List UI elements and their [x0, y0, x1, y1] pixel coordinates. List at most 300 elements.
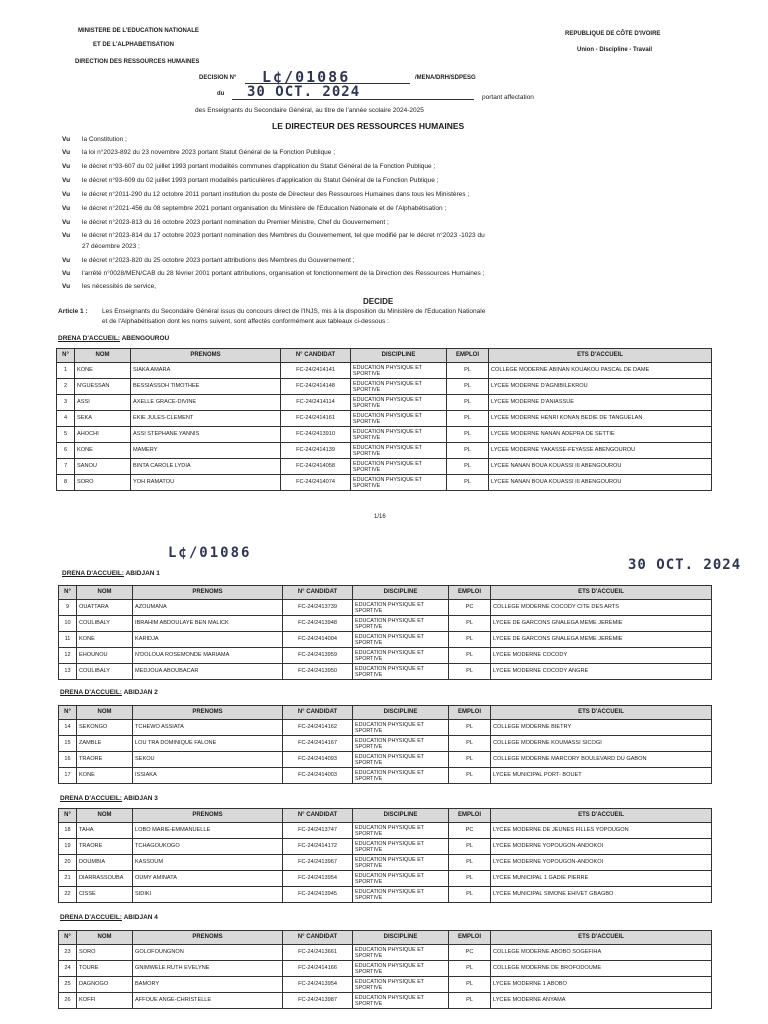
- cell-number: 24: [59, 961, 77, 977]
- cell-emploi: PL: [447, 443, 489, 459]
- cell-ets: LYCEE MODERNE YAKASSE-FEYASSE ABENGOUROU: [489, 443, 712, 459]
- cell-nom: COULIBALY: [77, 616, 133, 632]
- cell-emploi: PL: [449, 632, 491, 648]
- table-row: [57, 443, 712, 459]
- cell-discipline: EDUCATION PHYSIQUE ET SPORTIVE: [353, 855, 449, 871]
- cell-nom: CISSE: [77, 887, 133, 903]
- cell-ets: COLLEGE MODERNE KOUMASSI SICOGI: [491, 736, 712, 752]
- table-header-row: [57, 349, 712, 363]
- cell-candidat: FC-24/2413967: [283, 855, 353, 871]
- cell-emploi: PL: [449, 752, 491, 768]
- cell-prenoms: SIAKA AMARA: [131, 363, 281, 379]
- national-motto: Union - Discipline - Travail: [577, 47, 653, 53]
- cell-prenoms: KASSOUM: [133, 855, 283, 871]
- cell-prenoms: SEKOU: [133, 752, 283, 768]
- cell-discipline: EDUCATION PHYSIQUE ET SPORTIVE: [353, 720, 449, 736]
- decision-title: LE DIRECTEUR DES RESSOURCES HUMAINES: [272, 121, 465, 131]
- decision-number-stamp: L¢/01086: [262, 68, 351, 86]
- drena-label: DRENA D'ACCUEIL:: [62, 570, 124, 577]
- cell-candidat: FC-24/2413954: [283, 977, 353, 993]
- cell-prenoms: AFFOUE ANGE-CHRISTELLE: [133, 993, 283, 1009]
- cell-discipline: EDUCATION PHYSIQUE ET SPORTIVE: [353, 839, 449, 855]
- table-row: [57, 427, 712, 443]
- cell-discipline: EDUCATION PHYSIQUE ET SPORTIVE: [353, 616, 449, 632]
- consideration-item: le décret n°2023-814 du 17 octobre 2023 portant nomination des Membres du Gouvernement, tel que modifié par le décret n°2023 -1023 du: [82, 232, 485, 239]
- col-number-header: N°: [59, 809, 77, 823]
- col-prenoms-header: PRENOMS: [133, 586, 283, 600]
- cell-number: 9: [59, 600, 77, 616]
- cell-nom: DOUMBIA: [77, 855, 133, 871]
- cell-ets: LYCEE MODERNE D'AGNIBILEKROU: [489, 379, 712, 395]
- cell-emploi: PL: [449, 855, 491, 871]
- table-header-row: [59, 809, 712, 823]
- cell-number: 14: [59, 720, 77, 736]
- col-nom-header: NOM: [77, 809, 133, 823]
- cell-emploi: PL: [449, 616, 491, 632]
- cell-candidat: FC-24/2413959: [283, 648, 353, 664]
- cell-emploi: PL: [449, 720, 491, 736]
- cell-emploi: PL: [449, 664, 491, 680]
- cell-number: 2: [57, 379, 75, 395]
- ministry-line1: MINISTERE DE L'EDUCATION NATIONALE: [78, 28, 199, 34]
- cell-candidat: FC-24/2413950: [283, 664, 353, 680]
- cell-number: 8: [57, 475, 75, 491]
- col-discipline-header: DISCIPLINE: [353, 706, 449, 720]
- col-nom-header: NOM: [77, 586, 133, 600]
- col-emploi-header: EMPLOI: [449, 706, 491, 720]
- cell-candidat: FC-24/2414162: [283, 720, 353, 736]
- cell-emploi: PL: [447, 363, 489, 379]
- cell-discipline: EDUCATION PHYSIQUE ET SPORTIVE: [351, 363, 447, 379]
- cell-ets: COLLEGE MODERNE MARCORY BOULEVARD DU GABON: [491, 752, 712, 768]
- cell-discipline: EDUCATION PHYSIQUE ET SPORTIVE: [351, 379, 447, 395]
- col-ets-header: ETS D'ACCUEIL: [491, 809, 712, 823]
- drena-name: ABIDJAN 3: [123, 795, 158, 802]
- drena-label: DRENA D'ACCUEIL:: [60, 795, 122, 802]
- table-row: [59, 855, 712, 871]
- cell-candidat: FC-24/2414161: [281, 411, 351, 427]
- article-label: Article 1 :: [58, 308, 88, 315]
- cell-ets: LYCEE MODERNE HENRI KONAN BEDIE DE TANGUELAN: [489, 411, 712, 427]
- cell-number: 10: [59, 616, 77, 632]
- cell-discipline: EDUCATION PHYSIQUE ET SPORTIVE: [353, 768, 449, 784]
- col-number-header: N°: [59, 706, 77, 720]
- cell-ets: LYCEE NANAN BOUA KOUASSI III ABENGOUROU: [489, 459, 712, 475]
- col-nom-header: NOM: [77, 931, 133, 945]
- cell-nom: DIARRASSOUBA: [77, 871, 133, 887]
- cell-nom: SEKA: [75, 411, 131, 427]
- table-header-row: [59, 706, 712, 720]
- consideration-item: le décret n°2021-456 du 08 septembre 2021 portant organisation du Ministère de l'Education Nationale et de l'Alphabétisation ;: [82, 205, 447, 212]
- table-row: [59, 839, 712, 855]
- cell-ets: LYCEE DE GARCONS GNALEGA MEME JEREMIE: [491, 632, 712, 648]
- cell-prenoms: LOBO MARIE-EMMANUELLE: [133, 823, 283, 839]
- col-prenoms-header: PRENOMS: [133, 809, 283, 823]
- cell-candidat: FC-24/2413747: [283, 823, 353, 839]
- cell-nom: KONE: [75, 443, 131, 459]
- table-row: [59, 616, 712, 632]
- vu-marker: Vu: [62, 257, 71, 264]
- cell-discipline: EDUCATION PHYSIQUE ET SPORTIVE: [353, 752, 449, 768]
- cell-number: 20: [59, 855, 77, 871]
- cell-ets: LYCEE MUNICIPAL SIMONE EHIVET GBAGBO: [491, 887, 712, 903]
- table-row: [59, 664, 712, 680]
- consideration-item: l'arrêté n°0028/MEN/CAB du 28 février 2001 portant attributions, organisation et fonctionnement de la Direction des Ressources Humaines ;: [82, 270, 485, 277]
- table-header-row: [59, 586, 712, 600]
- vu-marker: Vu: [62, 270, 71, 277]
- cell-ets: LYCEE MODERNE COCODY: [491, 648, 712, 664]
- drena-name: ABIDJAN 1: [125, 570, 160, 577]
- cell-ets: LYCEE MODERNE YOPOUGON-ANDOKOI: [491, 855, 712, 871]
- table-row: [57, 411, 712, 427]
- republic-name: REPUBLIQUE DE CÔTE D'IVOIRE: [565, 31, 661, 37]
- cell-ets: LYCEE MODERNE D'ANIASSUE: [489, 395, 712, 411]
- drena-heading: [58, 335, 169, 342]
- cell-number: 6: [57, 443, 75, 459]
- cell-discipline: EDUCATION PHYSIQUE ET SPORTIVE: [353, 871, 449, 887]
- cell-discipline: EDUCATION PHYSIQUE ET SPORTIVE: [353, 945, 449, 961]
- decision-subtitle: des Enseignants du Secondaire Général, au titre de l'année scolaire 2024-2025: [195, 107, 424, 114]
- cell-prenoms: N'DOLOUA ROSEMONDE MARIAMA: [133, 648, 283, 664]
- col-candidat-header: N° CANDIDAT: [283, 931, 353, 945]
- cell-nom: TAHA: [77, 823, 133, 839]
- col-ets-header: ETS D'ACCUEIL: [491, 931, 712, 945]
- assignment-table-abidjan-4: [58, 930, 712, 1009]
- date-stamp: 30 OCT. 2024: [247, 84, 361, 100]
- table-row: [59, 752, 712, 768]
- cell-emploi: PC: [449, 600, 491, 616]
- cell-prenoms: AZOUMANA: [133, 600, 283, 616]
- assignment-table-abengourou: [56, 348, 712, 491]
- cell-number: 26: [59, 993, 77, 1009]
- consideration-item: les nécessités de service,: [82, 283, 157, 290]
- cell-ets: LYCEE MUNICIPAL PORT- BOUET: [491, 768, 712, 784]
- cell-emploi: PL: [447, 475, 489, 491]
- cell-emploi: PC: [449, 823, 491, 839]
- cell-candidat: FC-24/2414141: [281, 363, 351, 379]
- cell-candidat: FC-24/2414114: [281, 395, 351, 411]
- cell-nom: OUATTARA: [77, 600, 133, 616]
- cell-number: 23: [59, 945, 77, 961]
- cell-ets: LYCEE NANAN BOUA KOUASSI III ABENGOUROU: [489, 475, 712, 491]
- cell-candidat: FC-24/2413910: [281, 427, 351, 443]
- cell-candidat: FC-24/2413987: [283, 993, 353, 1009]
- cell-nom: ZAMBLE: [77, 736, 133, 752]
- cell-emploi: PL: [447, 427, 489, 443]
- table-row: [59, 648, 712, 664]
- cell-discipline: EDUCATION PHYSIQUE ET SPORTIVE: [353, 961, 449, 977]
- cell-number: 12: [59, 648, 77, 664]
- cell-number: 15: [59, 736, 77, 752]
- table-row: [59, 945, 712, 961]
- consideration-item: le décret n°93-609 du 02 juillet 1993 portant modalités particulières d'application du Statut Général de la Fonction Publique ;: [82, 177, 439, 184]
- cell-emploi: PL: [449, 887, 491, 903]
- decision-suffix: /MENA/DRH/SDPESG: [415, 75, 476, 81]
- cell-ets: COLLEGE MODERNE COCODY CITE DES ARTS: [491, 600, 712, 616]
- consideration-item: le décret n°93-607 du 02 juillet 1993 portant modalités communes d'application du Statut Général de la Fonction Publique ;: [82, 163, 436, 170]
- cell-discipline: EDUCATION PHYSIQUE ET SPORTIVE: [353, 600, 449, 616]
- cell-number: 1: [57, 363, 75, 379]
- drena-label: DRENA D'ACCUEIL:: [60, 914, 122, 921]
- col-nom-header: NOM: [75, 349, 131, 363]
- cell-discipline: EDUCATION PHYSIQUE ET SPORTIVE: [351, 459, 447, 475]
- vu-marker: Vu: [62, 136, 71, 143]
- cell-emploi: PL: [447, 459, 489, 475]
- cell-ets: COLLEGE MODERNE DE BROFODOUME: [491, 961, 712, 977]
- cell-emploi: PL: [449, 736, 491, 752]
- cell-prenoms: EKIE JULES-CLEMENT: [131, 411, 281, 427]
- cell-nom: KONE: [77, 768, 133, 784]
- col-number-header: N°: [57, 349, 75, 363]
- vu-marker: Vu: [62, 232, 71, 239]
- col-emploi-header: EMPLOI: [449, 809, 491, 823]
- col-candidat-header: N° CANDIDAT: [283, 586, 353, 600]
- vu-marker: Vu: [62, 283, 71, 290]
- cell-candidat: FC-24/2414172: [283, 839, 353, 855]
- cell-emploi: PL: [449, 768, 491, 784]
- cell-ets: LYCEE MODERNE 1 ABOBO: [491, 977, 712, 993]
- cell-discipline: EDUCATION PHYSIQUE ET SPORTIVE: [351, 475, 447, 491]
- cell-discipline: EDUCATION PHYSIQUE ET SPORTIVE: [351, 411, 447, 427]
- table-header-row: [59, 931, 712, 945]
- cell-candidat: FC-24/2414058: [281, 459, 351, 475]
- cell-candidat: FC-24/2414093: [283, 752, 353, 768]
- cell-nom: KONE: [77, 632, 133, 648]
- decision-label: DECISION N°: [199, 75, 237, 81]
- assignment-table-abidjan-3: [58, 808, 712, 903]
- table-row: [59, 736, 712, 752]
- col-nom-header: NOM: [77, 706, 133, 720]
- cell-prenoms: MAMERY: [131, 443, 281, 459]
- cell-ets: LYCEE DE GARCONS GNALEGA MEME JEREMIE: [491, 616, 712, 632]
- cell-emploi: PL: [447, 379, 489, 395]
- cell-number: 16: [59, 752, 77, 768]
- table-row: [57, 379, 712, 395]
- consideration-item: le décret n°2023-813 du 16 octobre 2023 portant nomination du Premier Ministre, Chef du Gouvernement ;: [82, 219, 389, 226]
- drena-heading: [60, 914, 158, 921]
- cell-prenoms: BAMORY: [133, 977, 283, 993]
- table-row: [59, 887, 712, 903]
- table-row: [59, 600, 712, 616]
- drena-heading: [62, 570, 160, 577]
- cell-candidat: FC-24/2414074: [281, 475, 351, 491]
- cell-discipline: EDUCATION PHYSIQUE ET SPORTIVE: [353, 887, 449, 903]
- cell-candidat: FC-24/2414166: [283, 961, 353, 977]
- cell-discipline: EDUCATION PHYSIQUE ET SPORTIVE: [353, 977, 449, 993]
- cell-candidat: FC-24/2413945: [283, 887, 353, 903]
- cell-number: 25: [59, 977, 77, 993]
- cell-prenoms: AXELLE GRACE-DIVINE: [131, 395, 281, 411]
- cell-number: 7: [57, 459, 75, 475]
- table-row: [57, 459, 712, 475]
- cell-number: 17: [59, 768, 77, 784]
- portant-text: portant affectation: [482, 94, 534, 101]
- cell-prenoms: BESSIASSOH TIMOTHEE: [131, 379, 281, 395]
- cell-nom: TRAORE: [77, 839, 133, 855]
- col-ets-header: ETS D'ACCUEIL: [489, 349, 712, 363]
- cell-candidat: FC-24/2414167: [283, 736, 353, 752]
- decide-heading: DECIDE: [363, 297, 394, 306]
- cell-nom: TOURE: [77, 961, 133, 977]
- col-emploi-header: EMPLOI: [449, 931, 491, 945]
- cell-nom: ASSI: [75, 395, 131, 411]
- cell-nom: TRAORE: [77, 752, 133, 768]
- cell-nom: KONE: [75, 363, 131, 379]
- vu-marker: Vu: [62, 163, 71, 170]
- cell-number: 4: [57, 411, 75, 427]
- table-row: [59, 823, 712, 839]
- cell-candidat: FC-24/2414148: [281, 379, 351, 395]
- cell-candidat: FC-24/2414004: [283, 632, 353, 648]
- cell-ets: LYCEE MODERNE NANAN ADEPRA DE SETTIE: [489, 427, 712, 443]
- table-row: [57, 475, 712, 491]
- cell-prenoms: LOU TRA DOMINIQUE FALONE: [133, 736, 283, 752]
- ministry-line2: ET DE L'ALPHABETISATION: [93, 42, 174, 48]
- col-discipline-header: DISCIPLINE: [353, 809, 449, 823]
- col-candidat-header: N° CANDIDAT: [283, 809, 353, 823]
- table-row: [59, 632, 712, 648]
- col-number-header: N°: [59, 586, 77, 600]
- table-row: [59, 768, 712, 784]
- cell-number: 11: [59, 632, 77, 648]
- cell-prenoms: MEDJOUA ABOUBACAR: [133, 664, 283, 680]
- cell-nom: SORO: [75, 475, 131, 491]
- cell-ets: LYCEE MUNICIPAL 1 GADIE PIERRE: [491, 871, 712, 887]
- col-prenoms-header: PRENOMS: [133, 931, 283, 945]
- assignment-table-abidjan-1: [58, 585, 712, 680]
- consideration-item: la loi n°2023-892 du 23 novembre 2023 portant Statut Général de la Fonction Publique ;: [82, 149, 336, 156]
- cell-discipline: EDUCATION PHYSIQUE ET SPORTIVE: [353, 736, 449, 752]
- col-discipline-header: DISCIPLINE: [351, 349, 447, 363]
- table-row: [59, 961, 712, 977]
- consideration-item: le décret n°2011-290 du 12 octobre 2011 portant institution du poste de Directeur des Ressources Humaines dans tous les Ministères ;: [82, 191, 470, 198]
- drena-name: ABIDJAN 4: [123, 914, 158, 921]
- col-prenoms-header: PRENOMS: [131, 349, 281, 363]
- cell-discipline: EDUCATION PHYSIQUE ET SPORTIVE: [353, 632, 449, 648]
- cell-ets: LYCEE MODERNE COCODY ANGRE: [491, 664, 712, 680]
- cell-emploi: PL: [449, 871, 491, 887]
- direction-name: DIRECTION DES RESSOURCES HUMAINES: [75, 59, 200, 65]
- col-emploi-header: EMPLOI: [447, 349, 489, 363]
- cell-number: 5: [57, 427, 75, 443]
- cell-prenoms: ISSIAKA: [133, 768, 283, 784]
- cell-nom: SEKONGO: [77, 720, 133, 736]
- page-number: 1/16: [374, 514, 386, 520]
- cell-emploi: PL: [447, 395, 489, 411]
- page2-date-stamp: 30 OCT. 2024: [628, 557, 742, 573]
- cell-nom: KOFFI: [77, 993, 133, 1009]
- cell-number: 21: [59, 871, 77, 887]
- cell-number: 22: [59, 887, 77, 903]
- col-candidat-header: N° CANDIDAT: [283, 706, 353, 720]
- cell-candidat: FC-24/2413948: [283, 616, 353, 632]
- vu-marker: Vu: [62, 191, 71, 198]
- cell-prenoms: GNIMWELE RUTH EVELYNE: [133, 961, 283, 977]
- cell-nom: EHOUNOU: [77, 648, 133, 664]
- col-emploi-header: EMPLOI: [449, 586, 491, 600]
- cell-prenoms: OUMY AMINATA: [133, 871, 283, 887]
- vu-marker: Vu: [62, 177, 71, 184]
- drena-name: ABIDJAN 2: [123, 689, 158, 696]
- col-discipline-header: DISCIPLINE: [353, 931, 449, 945]
- assignment-table-abidjan-2: [58, 705, 712, 784]
- cell-ets: COLLEGE MODERNE BIETRY: [491, 720, 712, 736]
- cell-number: 13: [59, 664, 77, 680]
- cell-emploi: PL: [447, 411, 489, 427]
- cell-ets: COLLEGE MODERNE ABINAN KOUAKOU PASCAL DE DAME: [489, 363, 712, 379]
- table-row: [59, 993, 712, 1009]
- cell-nom: SANOU: [75, 459, 131, 475]
- cell-emploi: PL: [449, 977, 491, 993]
- drena-label: DRENA D'ACCUEIL:: [58, 335, 120, 342]
- col-candidat-header: N° CANDIDAT: [281, 349, 351, 363]
- article-text-line1: Les Enseignants du Secondaire Général issus du concours direct de l'INJS, mis à la disposition du Ministère de l'Education Nationale: [102, 308, 486, 315]
- cell-nom: DAGNOGO: [77, 977, 133, 993]
- cell-prenoms: KARIDJA: [133, 632, 283, 648]
- vu-marker: Vu: [62, 205, 71, 212]
- cell-emploi: PL: [449, 961, 491, 977]
- drena-name: ABENGOUROU: [121, 335, 170, 342]
- col-number-header: N°: [59, 931, 77, 945]
- cell-prenoms: ASSI STEPHANE YANNIS: [131, 427, 281, 443]
- cell-discipline: EDUCATION PHYSIQUE ET SPORTIVE: [353, 648, 449, 664]
- du-label: du: [217, 91, 225, 97]
- cell-ets: LYCEE MODERNE DE JEUNES FILLES YOPOUGON: [491, 823, 712, 839]
- col-discipline-header: DISCIPLINE: [353, 586, 449, 600]
- drena-heading: [60, 689, 158, 696]
- cell-emploi: PC: [449, 945, 491, 961]
- cell-number: 19: [59, 839, 77, 855]
- cell-discipline: EDUCATION PHYSIQUE ET SPORTIVE: [353, 993, 449, 1009]
- cell-number: 3: [57, 395, 75, 411]
- cell-emploi: PL: [449, 993, 491, 1009]
- col-ets-header: ETS D'ACCUEIL: [491, 586, 712, 600]
- cell-discipline: EDUCATION PHYSIQUE ET SPORTIVE: [351, 395, 447, 411]
- consideration-item: la Constitution ;: [82, 136, 127, 143]
- cell-discipline: EDUCATION PHYSIQUE ET SPORTIVE: [351, 427, 447, 443]
- cell-discipline: EDUCATION PHYSIQUE ET SPORTIVE: [353, 664, 449, 680]
- vu-marker: Vu: [62, 219, 71, 226]
- table-row: [57, 363, 712, 379]
- cell-number: 18: [59, 823, 77, 839]
- consideration-continuation: 27 décembre 2023 ;: [82, 243, 140, 250]
- table-row: [59, 977, 712, 993]
- cell-candidat: FC-24/2413661: [283, 945, 353, 961]
- col-prenoms-header: PRENOMS: [133, 706, 283, 720]
- cell-emploi: PL: [449, 839, 491, 855]
- article-text-line2: et de l'Alphabétisation dont les noms suivent, sont affectés conformément aux tableaux ci-dessous :: [102, 318, 389, 325]
- cell-discipline: EDUCATION PHYSIQUE ET SPORTIVE: [353, 823, 449, 839]
- table-row: [59, 871, 712, 887]
- cell-prenoms: YOH RAMATOU: [131, 475, 281, 491]
- cell-nom: SORO: [77, 945, 133, 961]
- drena-heading: [60, 795, 158, 802]
- cell-candidat: FC-24/2413739: [283, 600, 353, 616]
- cell-candidat: FC-24/2413954: [283, 871, 353, 887]
- cell-prenoms: TCHAGOUKOGO: [133, 839, 283, 855]
- table-row: [59, 720, 712, 736]
- cell-discipline: EDUCATION PHYSIQUE ET SPORTIVE: [351, 443, 447, 459]
- cell-prenoms: GOLOFOUNGNON: [133, 945, 283, 961]
- consideration-item: le décret n°2023-820 du 25 octobre 2023 portant attributions des Membres du Gouvernement ;: [82, 257, 355, 264]
- table-row: [57, 395, 712, 411]
- cell-ets: LYCEE MODERNE ANYAMA: [491, 993, 712, 1009]
- vu-marker: Vu: [62, 149, 71, 156]
- cell-nom: AHOCHI: [75, 427, 131, 443]
- cell-prenoms: TCHEWO ASSIATA: [133, 720, 283, 736]
- cell-ets: COLLEGE MODERNE ABOBO SOGEFIHA: [491, 945, 712, 961]
- drena-label: DRENA D'ACCUEIL:: [60, 689, 122, 696]
